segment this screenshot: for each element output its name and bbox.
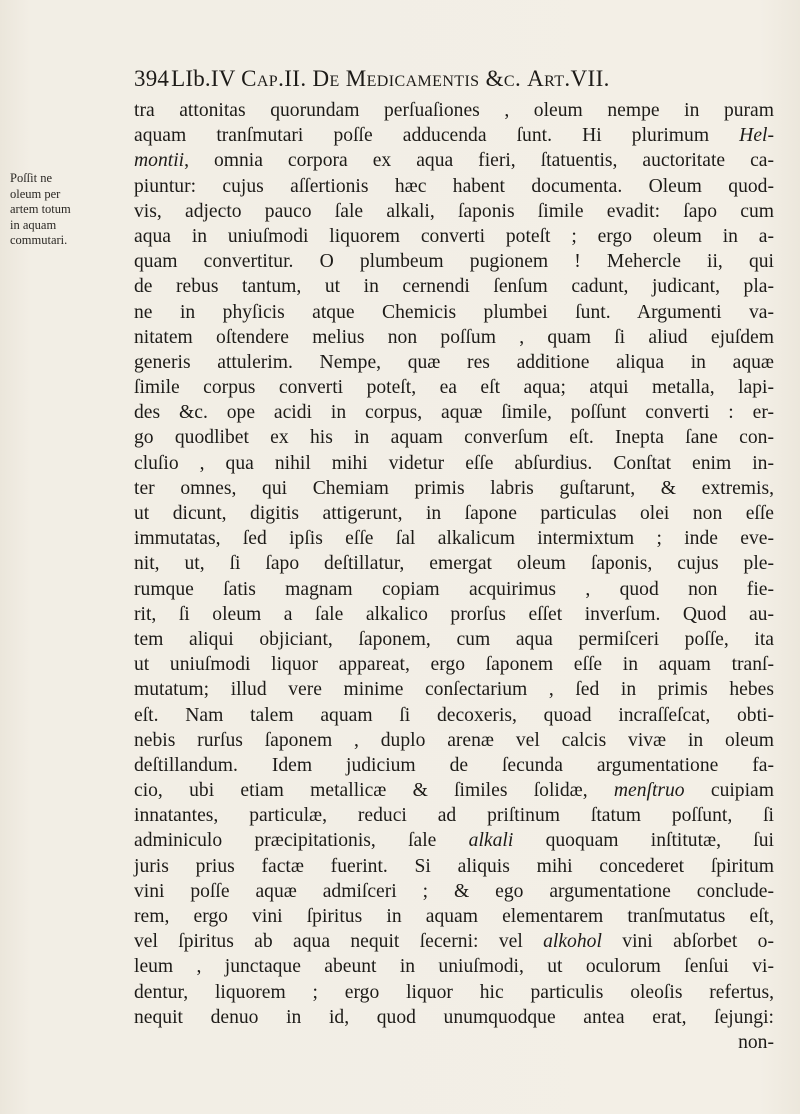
text-run: piuntur: cujus aſſertionis hæc habent documenta. Oleum quod- bbox=[134, 175, 774, 197]
chapter-title: De Medicamentis &c. bbox=[312, 66, 522, 91]
text-run: mutatum; illud vere minime conſectarium , ſed in primis hebes bbox=[134, 679, 774, 701]
text-run: quam convertitur. O plumbeum pugionem ! Mehercle ii, qui bbox=[134, 251, 774, 273]
text-line bbox=[134, 803, 774, 828]
text-run: , omnia corpora ex aqua fieri, ſtatuentis, auctoritate ca- bbox=[184, 150, 774, 172]
text-run: rumque ſatis magnam copiam acquirimus , quod non fie- bbox=[134, 578, 774, 600]
text-line bbox=[134, 954, 774, 979]
text-line bbox=[134, 224, 774, 249]
text-run: cuipiam bbox=[684, 780, 774, 802]
text-line bbox=[134, 980, 774, 1005]
text-run: vini poſſe aquæ admiſceri ; & ego argumentatione conclude- bbox=[134, 880, 774, 902]
margin-note-line: Poſſit ne bbox=[10, 171, 53, 185]
text-line bbox=[134, 425, 774, 450]
text-run: ut uniuſmodi liquor appareat, ergo ſaponem eſſe in aquam tranſ- bbox=[134, 654, 774, 676]
text-line bbox=[134, 1005, 774, 1030]
text-run: generis attulerim. Nempe, quæ res additione aliqua in aquæ bbox=[134, 351, 774, 373]
text-line bbox=[134, 526, 774, 551]
text-run: tra attonitas quorundam perſuaſiones , oleum nempe in puram bbox=[134, 100, 774, 121]
body-text bbox=[134, 98, 774, 1055]
text-line bbox=[134, 854, 774, 879]
italic-text: alkali bbox=[468, 830, 514, 852]
text-run: juris prius factæ fuerint. Si aliquis mihi concederet ſpiritum bbox=[134, 855, 774, 877]
text-line bbox=[134, 148, 774, 173]
text-line bbox=[134, 929, 774, 954]
text-line bbox=[134, 828, 774, 853]
text-line bbox=[134, 551, 774, 576]
text-run: cio, ubi etiam metallicæ & ſimiles ſolidæ, bbox=[134, 780, 614, 802]
italic-text: alkohol bbox=[543, 931, 602, 953]
text-run: vini abſorbet o- bbox=[601, 931, 774, 953]
text-line bbox=[134, 1030, 774, 1055]
text-line bbox=[134, 123, 774, 148]
margin-note bbox=[10, 171, 110, 249]
text-line bbox=[134, 753, 774, 778]
text-run: immutatas, ſed ipſis eſſe ſal alkalicum intermixtum ; inde eve- bbox=[134, 528, 774, 550]
text-line bbox=[134, 627, 774, 652]
text-line bbox=[134, 728, 774, 753]
text-run: ut dicunt, digitis attigerunt, in ſapone particulas olei non eſſe bbox=[134, 503, 774, 524]
text-run: nequit denuo in id, quod unumquodque antea erat, ſejungi: bbox=[134, 1006, 774, 1028]
text-line bbox=[134, 602, 774, 627]
text-line bbox=[134, 904, 774, 929]
text-run: tem aliqui objiciant, ſaponem, cum aqua permiſceri poſſe, ita bbox=[134, 628, 774, 650]
chapter-number: Cap.II. bbox=[241, 66, 307, 91]
text-line bbox=[134, 174, 774, 199]
text-line bbox=[134, 199, 774, 224]
margin-note-line: artem totum bbox=[10, 202, 71, 216]
text-line bbox=[134, 375, 774, 400]
text-line bbox=[134, 300, 774, 325]
text-line bbox=[134, 703, 774, 728]
text-line bbox=[134, 677, 774, 702]
text-run: deſtillandum. Idem judicium de ſecunda argumentatione fa- bbox=[134, 754, 774, 776]
margin-note-line: oleum per bbox=[10, 186, 61, 201]
text-run: ſimile corpus converti poteſt, ea eſt aqua; atqui metalla, lapi- bbox=[134, 377, 774, 399]
text-run: ne in phyſicis atque Chemicis plumbei ſunt. Argumenti va- bbox=[134, 301, 774, 323]
book-number: LIb.IV bbox=[171, 66, 236, 91]
text-run: quoquam inſtitutæ, ſui bbox=[513, 830, 774, 852]
text-run: vel ſpiritus ab aqua nequit ſecerni: vel bbox=[134, 931, 544, 953]
text-line bbox=[134, 350, 774, 375]
text-run: de rebus tantum, ut in cernendi ſenſum cadunt, judicant, pla- bbox=[134, 276, 774, 298]
text-run: adminiculo præcipitationis, ſale bbox=[134, 830, 469, 852]
text-run: nebis rurſus ſaponem , duplo arenæ vel calcis vivæ in oleum bbox=[134, 729, 774, 751]
text-line bbox=[134, 652, 774, 677]
text-run: non- bbox=[738, 1031, 774, 1053]
page-number: 394 bbox=[134, 66, 170, 91]
text-line bbox=[134, 778, 774, 803]
italic-text: montii bbox=[134, 150, 185, 172]
text-line bbox=[134, 476, 774, 501]
text-run: leum , junctaque abeunt in uniuſmodi, ut oculorum ſenſui vi- bbox=[134, 956, 774, 978]
text-run: aqua in uniuſmodi liquorem converti poteſt ; ergo oleum in a- bbox=[134, 225, 774, 247]
article-number: Art.VII. bbox=[527, 66, 610, 91]
text-run: innatantes, particulæ, reduci ad priſtinum ſtatum poſſunt, ſi bbox=[134, 805, 774, 827]
text-run: rem, ergo vini ſpiritus in aquam elementarem tranſmutatus eſt, bbox=[134, 906, 774, 927]
text-run: cluſio , qua nihil mihi videtur eſſe abſurdius. Conſtat enim in- bbox=[134, 452, 774, 474]
text-run: nitatem oſtendere melius non poſſum , quam ſi aliud ejuſdem bbox=[134, 326, 774, 348]
text-run: go quodlibet ex his in aquam converſum eſt. Inepta ſane con- bbox=[134, 427, 774, 449]
text-line bbox=[134, 98, 774, 123]
text-line bbox=[134, 325, 774, 350]
text-run: nit, ut, ſi ſapo deſtillatur, emergat oleum ſaponis, cujus ple- bbox=[134, 553, 774, 575]
margin-note-line: commutari. bbox=[10, 233, 68, 247]
text-run: vis, adjecto pauco ſale alkali, ſaponis ſimile evadit: ſapo cum bbox=[134, 200, 774, 222]
text-line bbox=[134, 879, 774, 904]
text-run: rit, ſi oleum a ſale alkalico prorſus eſſet inverſum. Quod au- bbox=[134, 603, 774, 625]
running-head bbox=[134, 66, 774, 92]
text-run: dentur, liquorem ; ergo liquor hic particulis oleoſis refertus, bbox=[134, 981, 774, 1003]
text-run: aquam tranſmutari poſſe adducenda ſunt. Hi plurimum bbox=[134, 125, 740, 147]
text-line bbox=[134, 249, 774, 274]
italic-text: Hel- bbox=[739, 125, 774, 147]
text-run: eſt. Nam talem aquam ſi decoxeris, quoad incraſſeſcat, obti- bbox=[134, 704, 774, 726]
text-run: des &c. ope acidi in corpus, aquæ ſimile, poſſunt converti : er- bbox=[134, 402, 774, 424]
text-line bbox=[134, 400, 774, 425]
text-line bbox=[134, 274, 774, 299]
margin-note-line: in aquam bbox=[10, 217, 57, 232]
text-line bbox=[134, 577, 774, 602]
text-line bbox=[134, 501, 774, 526]
text-line bbox=[134, 451, 774, 476]
italic-text: menſtruo bbox=[613, 780, 685, 802]
text-run: ter omnes, qui Chemiam primis labris guſtarunt, & extremis, bbox=[134, 477, 774, 499]
